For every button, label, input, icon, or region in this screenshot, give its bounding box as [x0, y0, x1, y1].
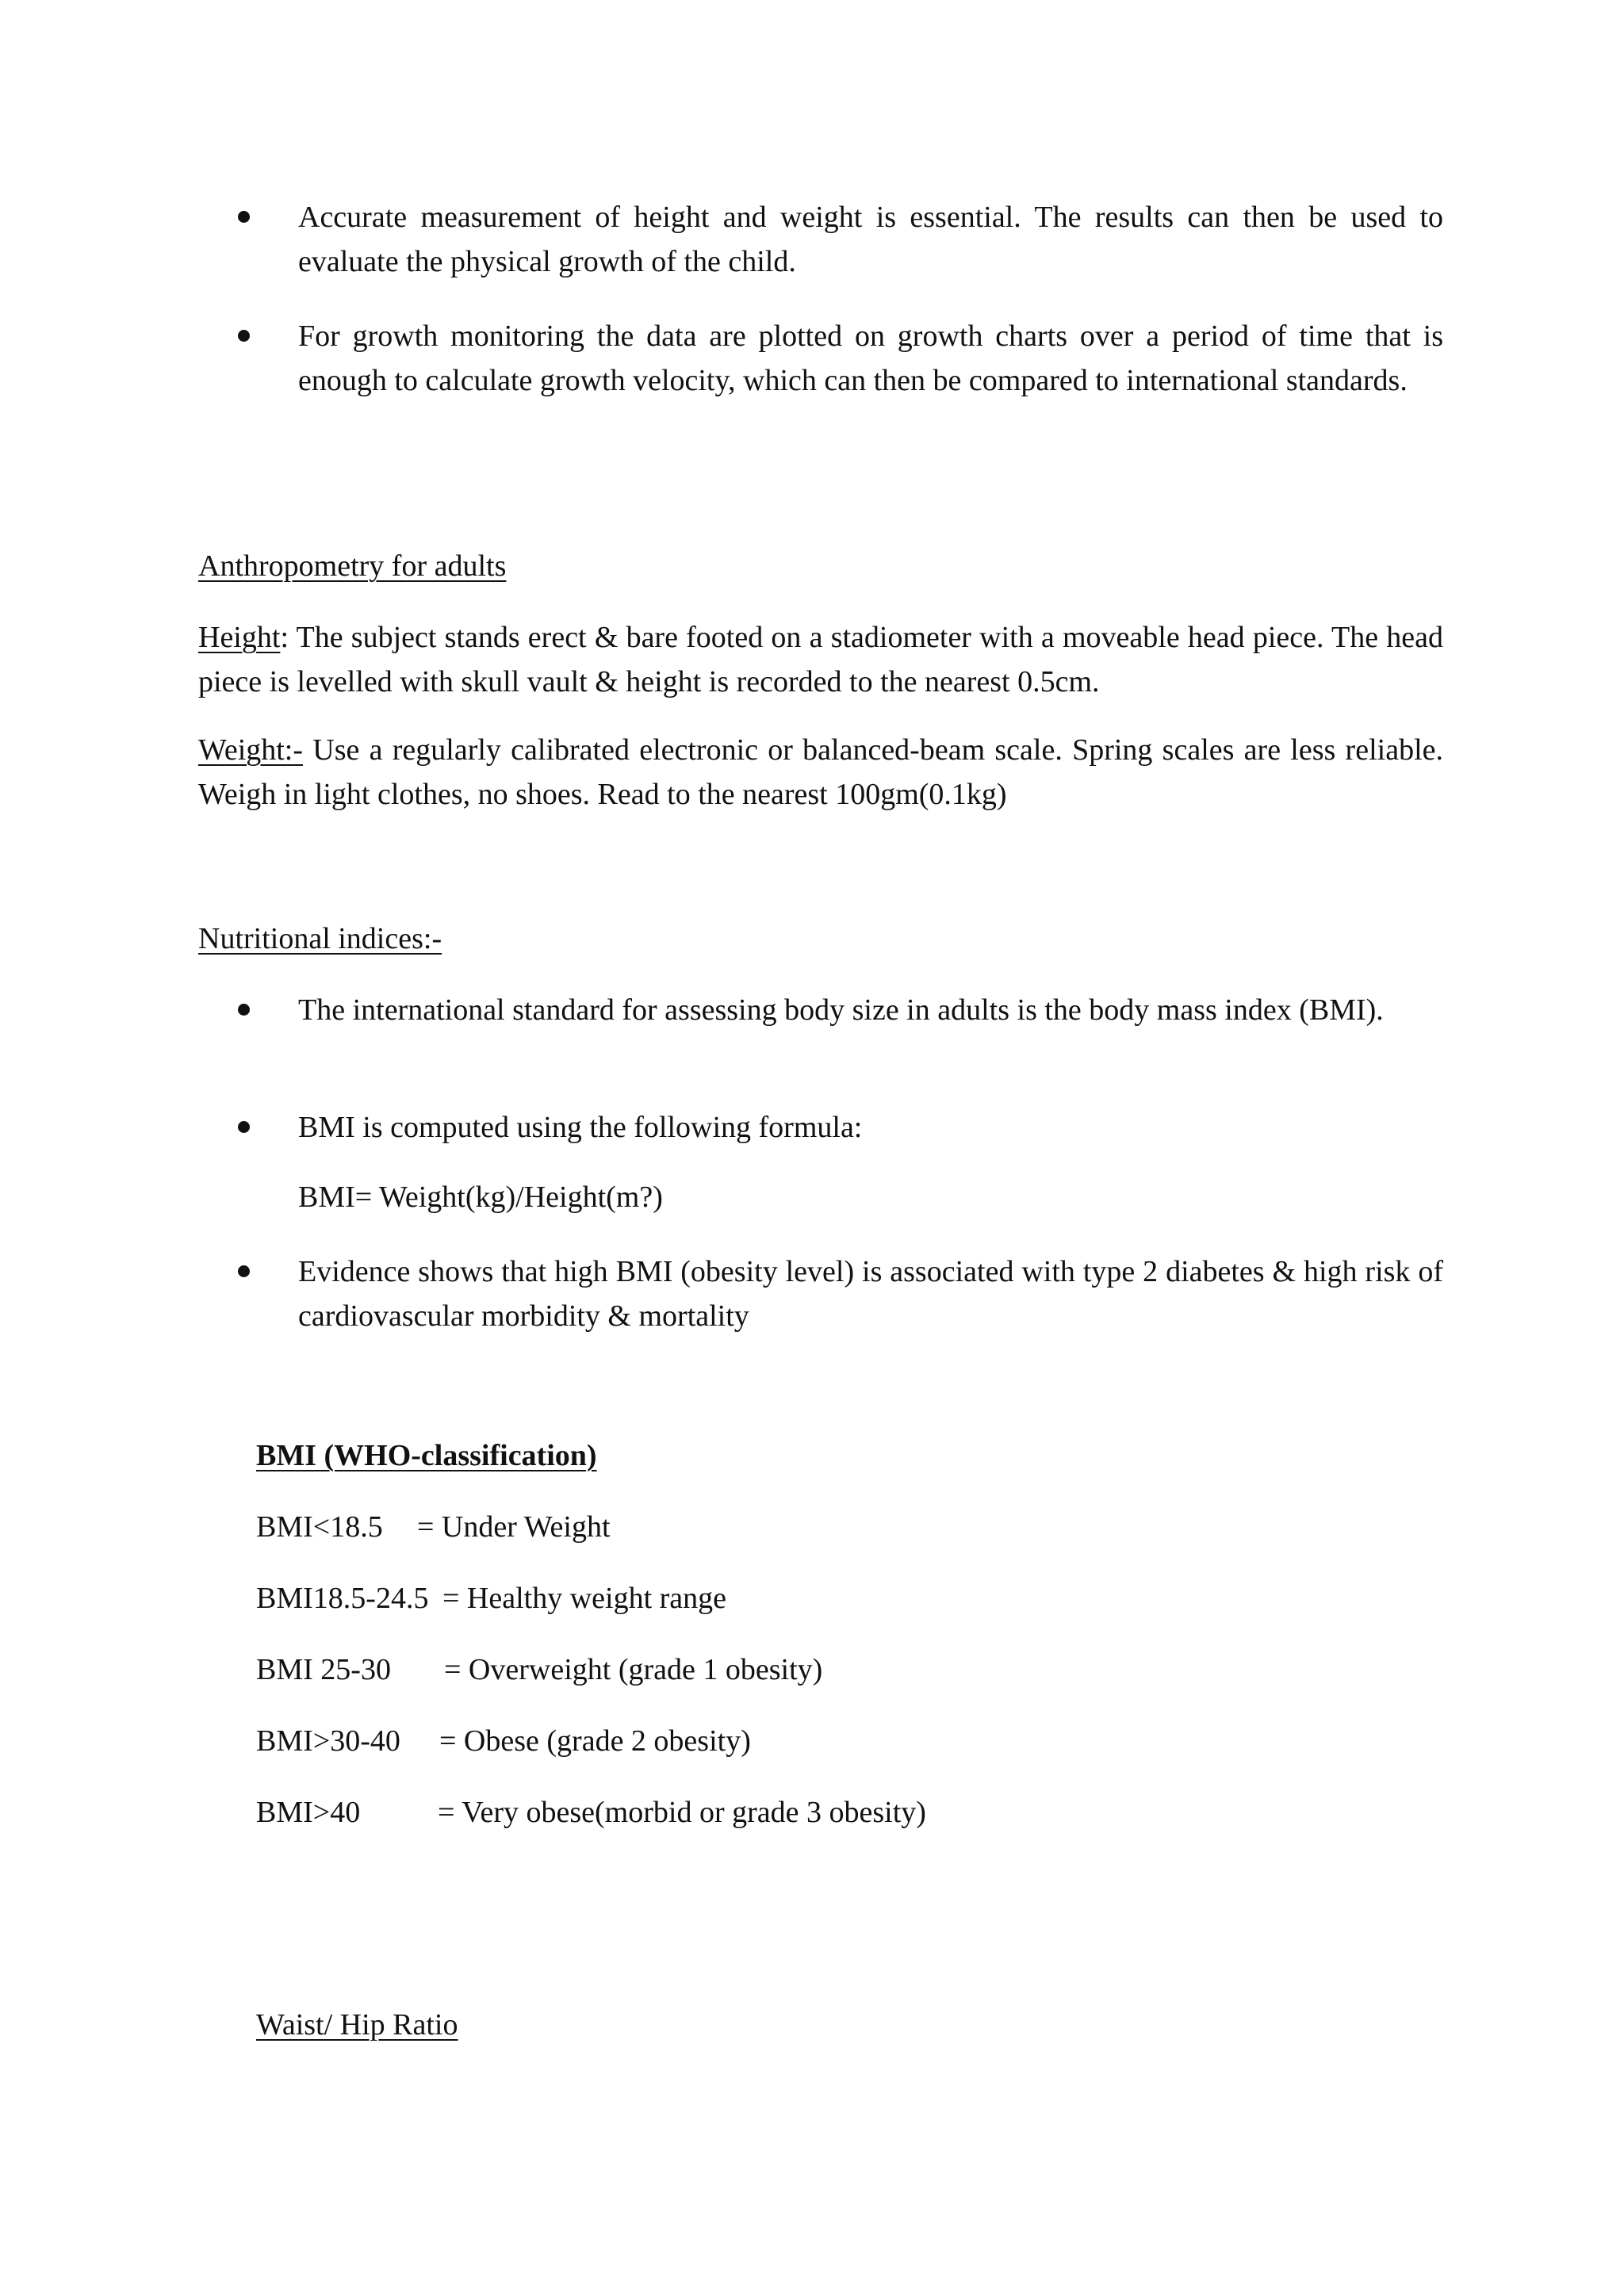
bullet-icon — [238, 1004, 250, 1016]
bmi-class-row — [256, 1790, 1446, 1835]
bullet-text: BMI is computed using the following formula: — [298, 1111, 863, 1144]
height-label: Height — [198, 621, 281, 654]
bmi-class-row — [256, 1505, 1446, 1549]
section-heading-waist-hip: Waist/ Hip Ratio — [256, 2008, 458, 2042]
height-text: : The subject stands erect & bare footed on a stadiometer with a moveable head piece. The head piece is levelled with skull vault & height is recorded to the nearest 0.5cm. — [198, 621, 1443, 698]
bmi-range: BMI18.5-24.5 — [256, 1582, 429, 1615]
bmi-range: BMI<18.5 — [256, 1510, 383, 1544]
bmi-desc: = Healthy weight range — [442, 1582, 727, 1615]
bmi-range: BMI>30-40 — [256, 1724, 400, 1758]
bmi-class-row — [256, 1576, 1446, 1621]
bullet-icon — [238, 330, 250, 342]
bullet-icon — [238, 1121, 250, 1133]
bmi-desc: = Overweight (grade 1 obesity) — [444, 1653, 823, 1686]
bmi-range: BMI 25-30 — [256, 1653, 391, 1686]
bmi-class-row — [256, 1647, 1446, 1692]
height-paragraph — [198, 615, 1443, 704]
weight-text: Use a regularly calibrated electronic or balanced-beam scale. Spring scales are less reliable. Weigh in light clothes, no shoes. Read to the nearest 100gm(0.1kg) — [198, 733, 1443, 811]
bmi-desc: = Very obese(morbid or grade 3 obesity) — [438, 1796, 926, 1829]
bmi-range: BMI>40 — [256, 1796, 361, 1829]
bullet-icon — [238, 1265, 250, 1277]
section-heading-indices: Nutritional indices:- — [198, 922, 442, 955]
bullet-text: Accurate measurement of height and weight is essential. The results can then be used to evaluate the physical growth of the child. — [298, 201, 1443, 278]
bmi-classification-title: BMI (WHO-classification) — [256, 1439, 597, 1472]
bullet-text: For growth monitoring the data are plotted on growth charts over a period of time that is enough to calculate growth velocity, which can then be compared to international standards. — [298, 320, 1443, 397]
weight-label: Weight:- — [198, 733, 304, 767]
bmi-desc: = Obese (grade 2 obesity) — [439, 1724, 751, 1758]
bmi-class-row — [256, 1719, 1446, 1763]
bullet-text: Evidence shows that high BMI (obesity level) is associated with type 2 diabetes & high risk of cardiovascular morbidity & mortality — [298, 1255, 1443, 1333]
bmi-desc: = Under Weight — [417, 1510, 611, 1544]
weight-paragraph — [198, 728, 1443, 817]
bullet-text: The international standard for assessing body size in adults is the body mass index (BMI). — [298, 993, 1384, 1027]
section-heading-adults: Anthropometry for adults — [198, 549, 507, 583]
bullet-icon — [238, 211, 250, 223]
bmi-formula: BMI= Weight(kg)/Height(m?) — [298, 1181, 663, 1214]
